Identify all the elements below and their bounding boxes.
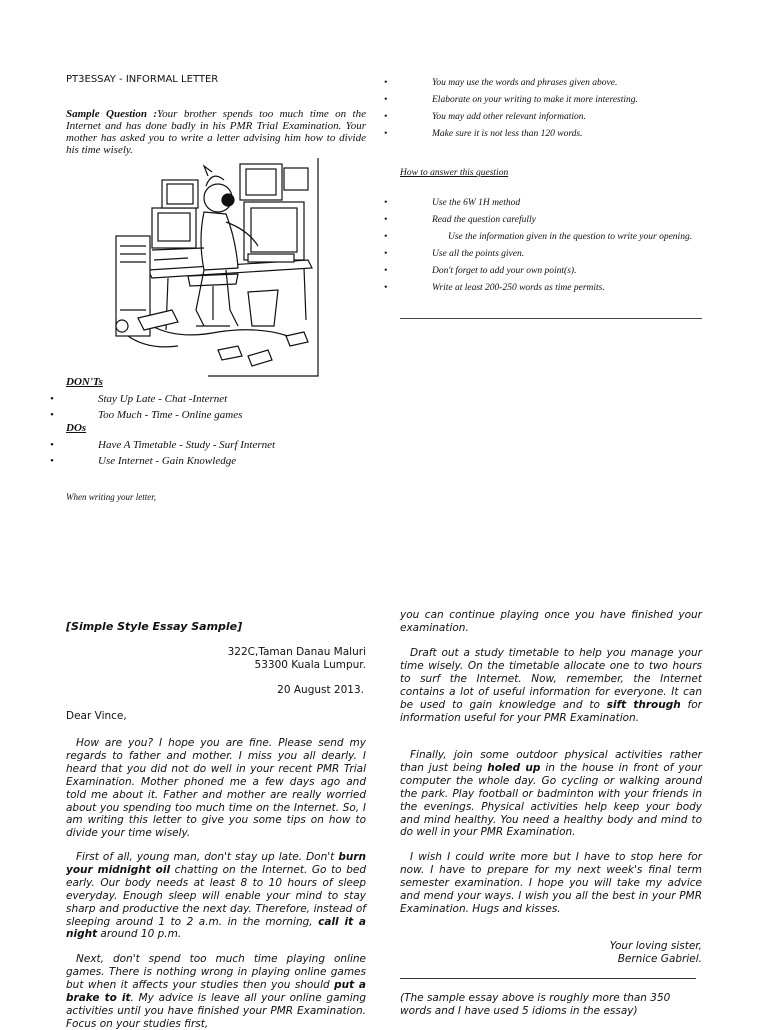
- sender-address: [66, 646, 366, 672]
- letter-date: 20 August 2013.: [277, 684, 364, 696]
- signature: Bernice Gabriel.: [617, 953, 702, 965]
- how-to-answer-title: How to answer this question: [400, 168, 509, 178]
- salutation: Dear Vince,: [66, 710, 127, 722]
- list-item: • You may use the words and phrases given above.: [384, 78, 618, 88]
- paragraph-text: for information useful for your PMR Examination.: [400, 698, 702, 724]
- essay-paragraph: I wish I could write more but I have to stop here for now. I have to prepare for my next week's final term semester examination. I hope you will take my advice and mend your ways. I wish you all the best in your PMR Examination. Hugs and kisses.: [400, 851, 702, 915]
- list-item: • Use all the points given.: [384, 249, 525, 259]
- donts-title: DON'Ts: [66, 376, 103, 388]
- list-item-text: Write at least 200-250 words as time permits.: [432, 283, 605, 293]
- sample-question-text: Your brother spends too much time on the Internet and has done badly in his PMR Trial Examination. Your mother has asked you to write a letter advising him how to divide his time wisely.: [66, 108, 366, 156]
- idiom: call it a night: [66, 915, 366, 941]
- list-item-text: Read the question carefully: [432, 215, 536, 225]
- paragraph-text: in the house in front of your computer the whole day. Go cycling or walking around the park. Play football or badminton with your friends in the evenings. Physical activities help keep your body and mind healthy. You need a healthy body and mind to do well in your PMR Examination.: [400, 761, 702, 839]
- list-item-text: Elaborate on your writing to make it more interesting.: [432, 95, 638, 105]
- divider: [400, 978, 696, 979]
- list-item: • Use the information given in the question to write your opening.: [384, 232, 693, 242]
- list-item: • Don't forget to add your own point(s).: [384, 266, 577, 276]
- list-item: • Use the 6W 1H method: [384, 198, 521, 208]
- list-item: • Write at least 200-250 words as time permits.: [384, 283, 605, 293]
- list-item-text: Use all the points given.: [432, 249, 525, 259]
- address-line: 53300 Kuala Lumpur.: [254, 659, 366, 671]
- list-item: • Read the question carefully: [384, 215, 536, 225]
- list-item: • Make sure it is not less than 120 words.: [384, 129, 583, 139]
- cartoon-illustration: [108, 150, 322, 378]
- dos-list: [50, 437, 350, 469]
- steps-list: [384, 195, 702, 297]
- letter-closing: [400, 940, 702, 966]
- list-item-text: Have A Timetable - Study - Surf Internet: [98, 439, 276, 451]
- divider: [400, 318, 702, 319]
- list-item: • You may add other relevant information.: [384, 112, 586, 122]
- when-writing-text: When writing your letter,: [66, 492, 156, 502]
- list-item-text: Use the 6W 1H method: [432, 198, 521, 208]
- donts-list: [50, 391, 350, 423]
- essay-paragraph: [400, 647, 702, 724]
- worksheet-heading: PT3ESSAY - INFORMAL LETTER: [66, 74, 219, 85]
- essay-note: (The sample essay above is roughly more than 350 words and I have used 5 idioms in the essay): [400, 992, 671, 1017]
- paragraph-text: chatting on the Internet. Go to bed early. Our body needs at least 8 to 10 hours of sleep everyday. Enough sleep will enable your mind to stay sharp and productive the next day. Therefore, instead of sleeping around 1 to 2 a.m. in the morning,: [66, 863, 366, 928]
- idiom: sift through: [606, 698, 681, 711]
- list-item: • Have A Timetable - Study - Surf Internet: [50, 439, 276, 451]
- list-item-text: You may add other relevant information.: [432, 112, 586, 122]
- paragraph-text: Draft out a study timetable to help you manage your time wisely. On the timetable allocate one to two hours to surf the Internet. Now, remember, the Internet contains a lot of useful information for everyone. It can be used to gain knowledge and to: [400, 647, 702, 711]
- tips-list: [384, 75, 700, 143]
- list-item-text: Make sure it is not less than 120 words.: [432, 129, 583, 139]
- list-item-text: Don't forget to add your own point(s).: [432, 266, 577, 276]
- idiom: put a brake to it: [66, 978, 366, 1004]
- list-item-text: Use Internet - Gain Knowledge: [98, 455, 237, 467]
- essay-paragraph: [66, 953, 366, 1030]
- sample-question-label: Sample Question :: [66, 108, 158, 120]
- sample-question: [66, 108, 366, 156]
- list-item: • Stay Up Late - Chat -Internet: [50, 393, 228, 405]
- paragraph-text: Next, don't spend too much time playing online games. There is nothing wrong in playing online games but when it affects your studies then you should: [66, 953, 366, 991]
- essay-paragraph: you can continue playing once you have finished your examination.: [400, 609, 702, 634]
- essay-paragraph: [66, 851, 366, 941]
- essay-paragraph: How are you? I hope you are fine. Please send my regards to father and mother. I miss you all dearly. I heard that you did not do well in your recent PMR Trial Examination. Mother phoned me a few days ago and told me about it. Father and mother are really worried about you spending too much time on the Internet. So, I am writing this letter to give you some tips on how to divide your time wisely.: [66, 737, 366, 840]
- dos-title: DOs: [66, 422, 87, 434]
- list-item-text: Use the information given in the question to write your opening.: [448, 232, 693, 242]
- closing-line: Your loving sister,: [609, 940, 702, 952]
- list-item-text: Stay Up Late - Chat -Internet: [98, 393, 228, 405]
- list-item-text: Too Much - Time - Online games: [98, 409, 243, 421]
- idiom: burn your midnight oil: [66, 851, 366, 876]
- computer-user-cartoon: [108, 150, 322, 378]
- list-item-text: You may use the words and phrases given above.: [432, 78, 618, 88]
- address-line: 322C,Taman Danau Maluri: [227, 646, 366, 658]
- essay-title: [Simple Style Essay Sample]: [66, 620, 243, 633]
- paragraph-text: First of all, young man, don't stay up late. Don't: [76, 851, 339, 863]
- paragraph-text: . My advice is leave all your online gaming activities until you have finished your PMR Examination. Focus on your studies first,: [66, 991, 366, 1030]
- list-item: • Use Internet - Gain Knowledge: [50, 455, 237, 467]
- list-item: • Elaborate on your writing to make it more interesting.: [384, 95, 638, 105]
- paragraph-text: around 10 p.m.: [97, 928, 182, 941]
- paragraph-text: Finally, join some outdoor physical activities rather than just being: [400, 749, 702, 774]
- idiom: holed up: [487, 761, 541, 774]
- list-item: • Too Much - Time - Online games: [50, 409, 243, 421]
- essay-paragraph: [400, 749, 702, 839]
